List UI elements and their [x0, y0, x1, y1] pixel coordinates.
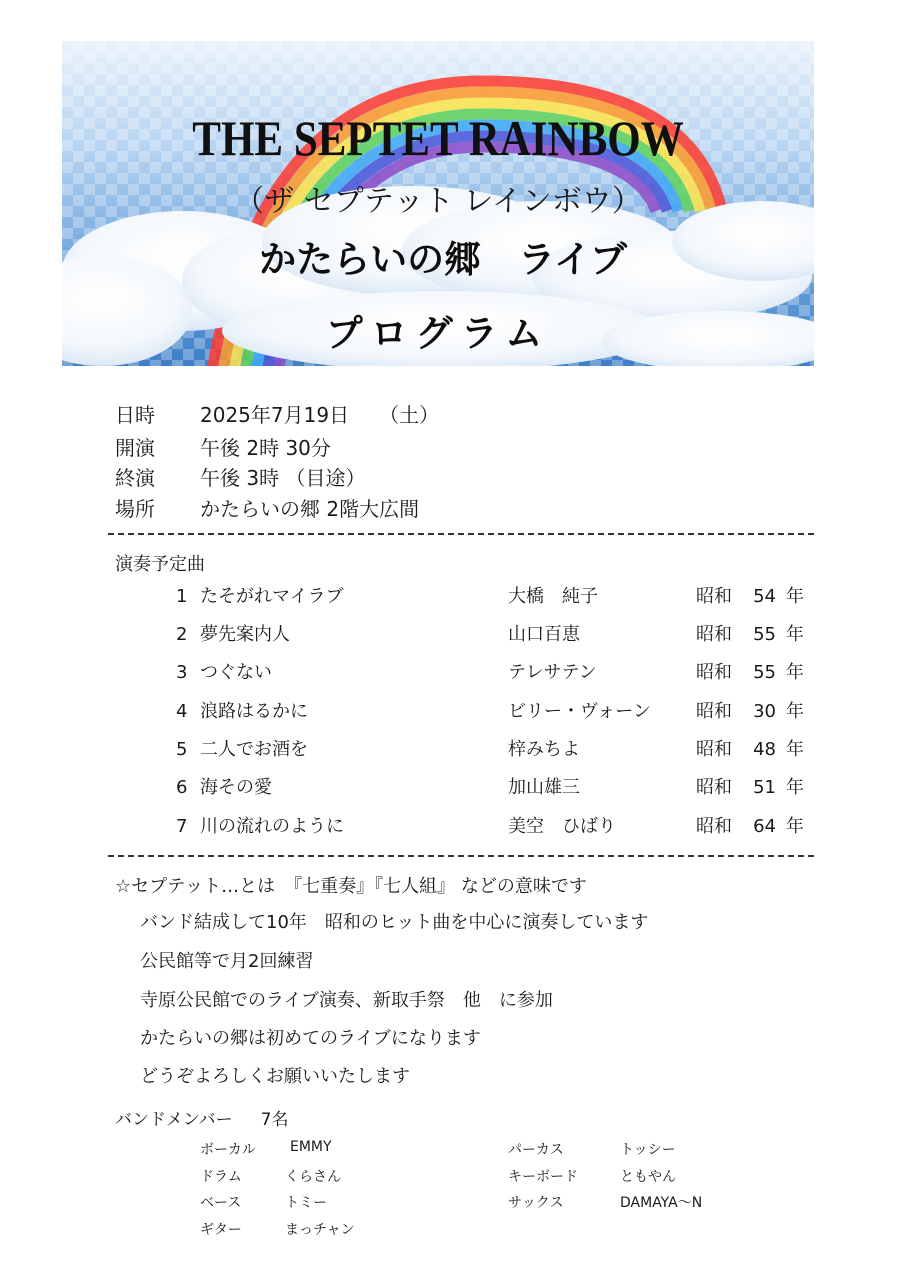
event-title: かたらいの郷 ライブ	[259, 238, 627, 281]
member-name: トミー	[285, 1195, 327, 1211]
member-name: DAMAYA～N	[620, 1195, 703, 1211]
member-role: ボーカル	[200, 1142, 256, 1158]
info-label: 開演	[115, 436, 155, 460]
song-era: 昭和	[696, 777, 732, 798]
song-year-unit: 年	[786, 816, 804, 837]
song-row	[0, 582, 905, 612]
member-name: EMMY	[290, 1139, 332, 1155]
song-title: たそがれマイラブ	[200, 586, 344, 607]
song-number: 2	[176, 624, 188, 645]
band-name-title: THE SEPTET RAINBOW	[192, 110, 684, 166]
song-row	[0, 773, 905, 803]
song-artist: ビリー・ヴォーン	[508, 701, 651, 722]
members-count: 7名	[260, 1110, 289, 1130]
song-year-unit: 年	[786, 624, 804, 645]
song-year: 54	[753, 586, 776, 607]
member-role: ドラム	[200, 1169, 242, 1185]
song-year: 64	[753, 816, 776, 837]
note-line: バンド結成して10年 昭和のヒット曲を中心に演奏しています	[140, 912, 649, 933]
info-value: 午後 2時 30分	[200, 436, 331, 460]
song-title: つぐない	[200, 662, 272, 683]
note-line: どうぞよろしくお願いいたします	[140, 1066, 410, 1087]
info-label: 日時	[115, 403, 155, 427]
note-line: かたらいの郷は初めてのライブになります	[140, 1028, 481, 1049]
song-row	[0, 812, 905, 842]
song-number: 3	[176, 662, 188, 683]
song-number: 4	[176, 701, 188, 722]
song-artist: 梓みちよ	[508, 739, 580, 760]
song-year: 48	[753, 739, 776, 760]
song-artist: 山口百恵	[508, 624, 580, 645]
song-title: 二人でお酒を	[200, 739, 308, 760]
song-row	[0, 697, 905, 727]
note-line: 公民館等で月2回練習	[140, 951, 314, 972]
info-value: かたらいの郷 2階大広間	[200, 497, 420, 521]
song-title: 夢先案内人	[200, 624, 290, 645]
song-year: 30	[753, 701, 776, 722]
info-value: 2025年7月19日 （土）	[200, 403, 440, 427]
song-row	[0, 620, 905, 650]
song-artist: テレサテン	[508, 662, 597, 683]
band-name-kana: （ザ セプテット レインボウ）	[234, 184, 642, 219]
song-number: 7	[176, 816, 188, 837]
song-year: 55	[753, 624, 776, 645]
note-line: ☆セプテット…とは 『七重奏』『七人組』 などの意味です	[115, 876, 587, 897]
song-number: 1	[176, 586, 188, 607]
member-role: パーカス	[508, 1142, 564, 1158]
song-artist: 加山雄三	[508, 777, 580, 798]
song-year: 51	[753, 777, 776, 798]
song-era: 昭和	[696, 816, 732, 837]
song-year-unit: 年	[786, 586, 804, 607]
song-year-unit: 年	[786, 701, 804, 722]
song-artist: 大橋 純子	[508, 586, 598, 607]
info-label: 場所	[115, 497, 155, 521]
songs-heading: 演奏予定曲	[115, 554, 205, 575]
note-line: 寺原公民館でのライブ演奏、新取手祭 他 に参加	[140, 990, 553, 1011]
info-value: 午後 3時 （目途）	[200, 466, 366, 490]
member-role: ベース	[200, 1195, 242, 1211]
song-year-unit: 年	[786, 739, 804, 760]
member-name: まっチャン	[285, 1222, 355, 1238]
divider	[108, 855, 814, 857]
info-label: 終演	[115, 466, 155, 490]
member-name: トッシー	[620, 1142, 676, 1158]
song-number: 5	[176, 739, 188, 760]
members-heading	[115, 1105, 288, 1130]
song-era: 昭和	[696, 624, 732, 645]
song-row	[0, 658, 905, 688]
member-role: サックス	[508, 1195, 564, 1211]
song-year: 55	[753, 662, 776, 683]
song-title: 海その愛	[200, 777, 272, 798]
program-title: プログラム	[325, 312, 551, 355]
song-title: 川の流れのように	[200, 816, 344, 837]
song-era: 昭和	[696, 701, 732, 722]
song-era: 昭和	[696, 586, 732, 607]
song-number: 6	[176, 777, 188, 798]
member-name: くらさん	[285, 1169, 341, 1185]
song-row	[0, 735, 905, 765]
song-era: 昭和	[696, 739, 732, 760]
song-artist: 美空 ひばり	[508, 816, 616, 837]
song-title: 浪路はるかに	[200, 701, 308, 722]
member-name: ともやん	[620, 1169, 676, 1185]
members-heading-label: バンドメンバー	[115, 1110, 233, 1130]
divider	[108, 533, 814, 535]
song-year-unit: 年	[786, 662, 804, 683]
title-banner	[62, 41, 814, 366]
member-role: キーボード	[508, 1169, 578, 1185]
song-era: 昭和	[696, 662, 732, 683]
song-year-unit: 年	[786, 777, 804, 798]
member-role: ギター	[200, 1222, 242, 1238]
